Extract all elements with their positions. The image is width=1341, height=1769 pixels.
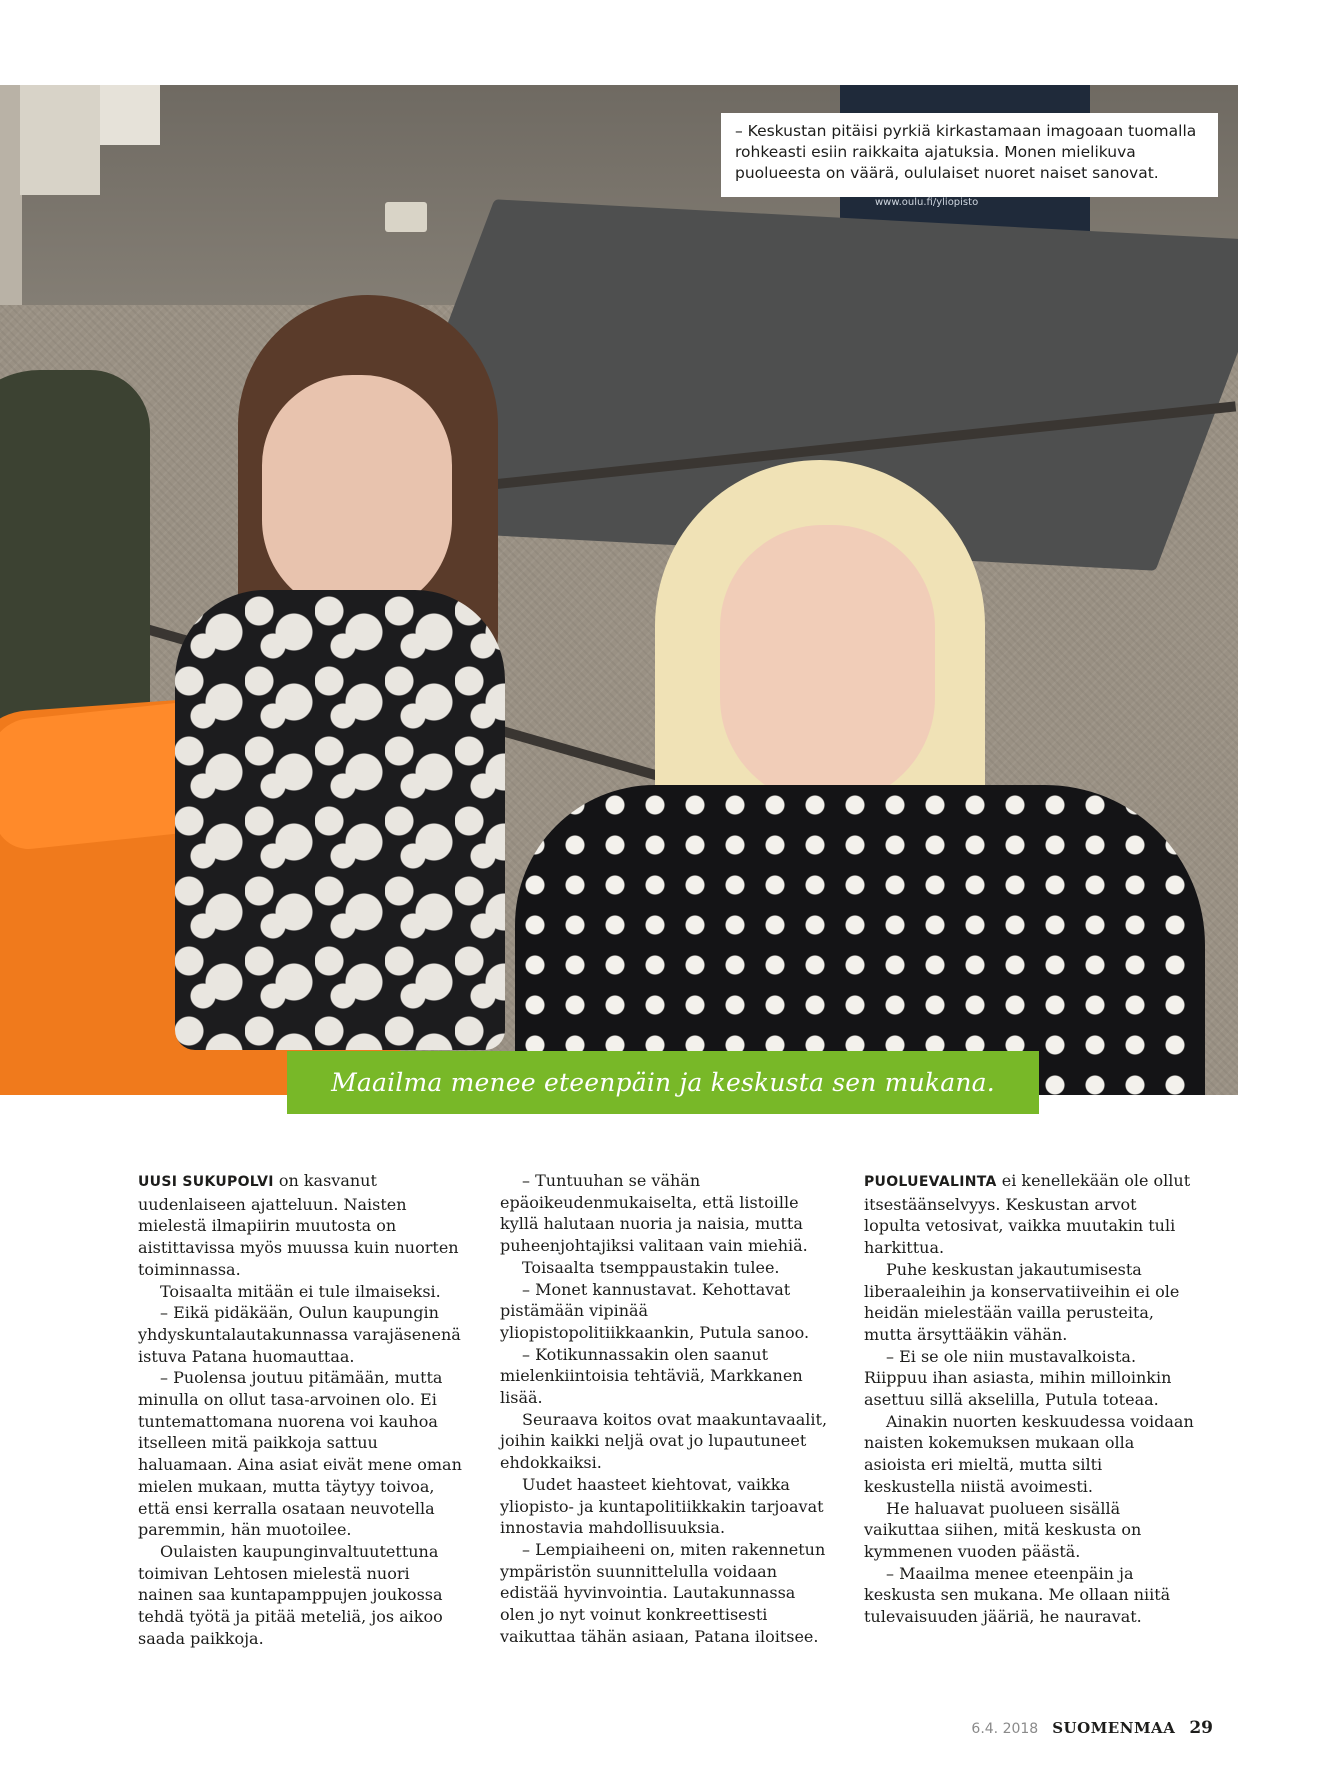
paragraph: – Tuntuuhan se vähän epäoikeudenmukaiselta, että listoille kyllä halutaan nuoria ja naisia, mutta puheenjohtajiksi valitaan vain miehiä.: [500, 1171, 808, 1256]
paragraph: – Lempiaiheeni on, miten rakennetun ympäristön suunnittelulla voidaan edistää hyvinvointia. Lautakunnassa olen jo nyt voinut konkreettisesti vaikuttaa tähän asiaan, Patana iloitsee.: [500, 1539, 826, 1646]
photo-caption: – Keskustan pitäisi pyrkiä kirkastamaan imagoaan tuomalla rohkeasti esiin raikkaita ajatuksia. Monen mielikuva puolueesta on väärä, oululaiset nuoret naiset sanovat.: [721, 113, 1218, 197]
paragraph: Seuraava koitos ovat maakuntavaalit, joihin kaikki neljä ovat jo lupautuneet ehdokkaiksi.: [500, 1409, 828, 1473]
paragraph: He haluavat puolueen sisällä vaikuttaa siihen, mitä keskusta on kymmenen vuoden päästä.: [864, 1498, 1142, 1561]
paragraph: Oulaisten kaupunginvaltuutettuna toimivan Lehtosen mielestä nuori nainen saa kuntapamppujen joukossa tehdä työtä ja pitää meteliä, jos aikoo saada paikkoja.: [138, 1541, 443, 1648]
article-column-1: [138, 1170, 468, 1649]
paragraph: Ainakin nuorten keskuudessa voidaan naisten kokemuksen mukaan olla asioista eri mieltä, mutta silti keskustella niistä avoimesti.: [864, 1411, 1194, 1496]
lead-in: PUOLUEVALINTA: [864, 1174, 997, 1190]
photo-woman-right-body: [515, 785, 1205, 1095]
photo-wall-outlet: [385, 202, 427, 232]
paragraph: Puhe keskustan jakautumisesta liberaaleihin ja konservatiiveihin ei ole heidän mielestään vailla perusteita, mutta ärsyttääkin vähän.: [864, 1259, 1180, 1344]
paragraph: Toisaalta tsemppaustakin tulee.: [522, 1257, 780, 1277]
paragraph: – Monet kannustavat. Kehottavat pistämään vipinää yliopistopolitiikkaankin, Putula sanoo.: [500, 1279, 810, 1342]
paragraph: – Puolensa joutuu pitämään, mutta minulla on ollut tasa-arvoinen olo. Ei tuntemattomana nuorena voi kauhoa itselleen mitä paikkoja sattuu haluamaan. Aina asiat eivät mene oman mielen mukaan, mutta täytyy toivoa, että ensi kerralla osataan neuvotella paremmin, hän muotoilee.: [138, 1368, 462, 1540]
paragraph: – Maailma menee eteenpäin ja keskusta sen mukana. Me ollaan niitä tulevaisuuden jääriä, he nauravat.: [864, 1563, 1171, 1627]
paragraph: – Kotikunnassakin olen saanut mielenkiintoisia tehtäviä, Markkanen lisää.: [500, 1344, 803, 1408]
paragraph: UUSI SUKUPOLVI on kasvanut uudenlaiseen ajatteluun. Naisten mielestä ilmapiirin muutosta on aistittavissa myös muussa kuin nuorten toiminnassa.: [138, 1171, 459, 1279]
photo-notice-sheet: [100, 85, 160, 145]
page-number: 29: [1189, 1718, 1213, 1738]
photo-woman-left-body: [175, 590, 505, 1050]
lead-in: UUSI SUKUPOLVI: [138, 1174, 274, 1190]
paragraph: – Ei se ole niin mustavalkoista. Riippuu ihan asiasta, mihin milloinkin asettuu sillä akselilla, Putula toteaa.: [864, 1346, 1172, 1410]
photo-notice-board: [20, 85, 100, 195]
magazine-name: SUOMENMAA: [1052, 1719, 1176, 1737]
paragraph: Toisaalta mitään ei tule ilmaiseksi.: [160, 1281, 441, 1301]
paragraph: PUOLUEVALINTA ei kenellekään ole ollut itsestäänselvyys. Keskustan arvot lopulta vetosivat, vaikka muutakin tuli harkittua.: [864, 1171, 1191, 1258]
paragraph: – Eikä pidäkään, Oulun kaupungin yhdyskuntalautakunnassa varajäsenenä istuva Patana huomauttaa.: [138, 1303, 461, 1366]
photo-poster-text: www.oulu.fi/yliopisto: [875, 197, 979, 208]
photo-woman-left-face: [262, 375, 452, 615]
pull-quote-banner: [287, 1051, 1039, 1114]
article-column-2: [500, 1170, 830, 1647]
article-photo: [0, 85, 1238, 1095]
article-column-3: [864, 1170, 1194, 1628]
paragraph: Uudet haasteet kiehtovat, vaikka yliopisto- ja kuntapolitiikkakin tarjoavat innostavia mahdollisuuksia.: [500, 1474, 824, 1538]
pull-quote-text: Maailma menee eteenpäin ja keskusta sen mukana.: [331, 1068, 995, 1097]
photo-woman-right-face: [720, 525, 935, 805]
page-footer: [971, 1718, 1213, 1738]
issue-date: 6.4. 2018: [971, 1721, 1039, 1737]
